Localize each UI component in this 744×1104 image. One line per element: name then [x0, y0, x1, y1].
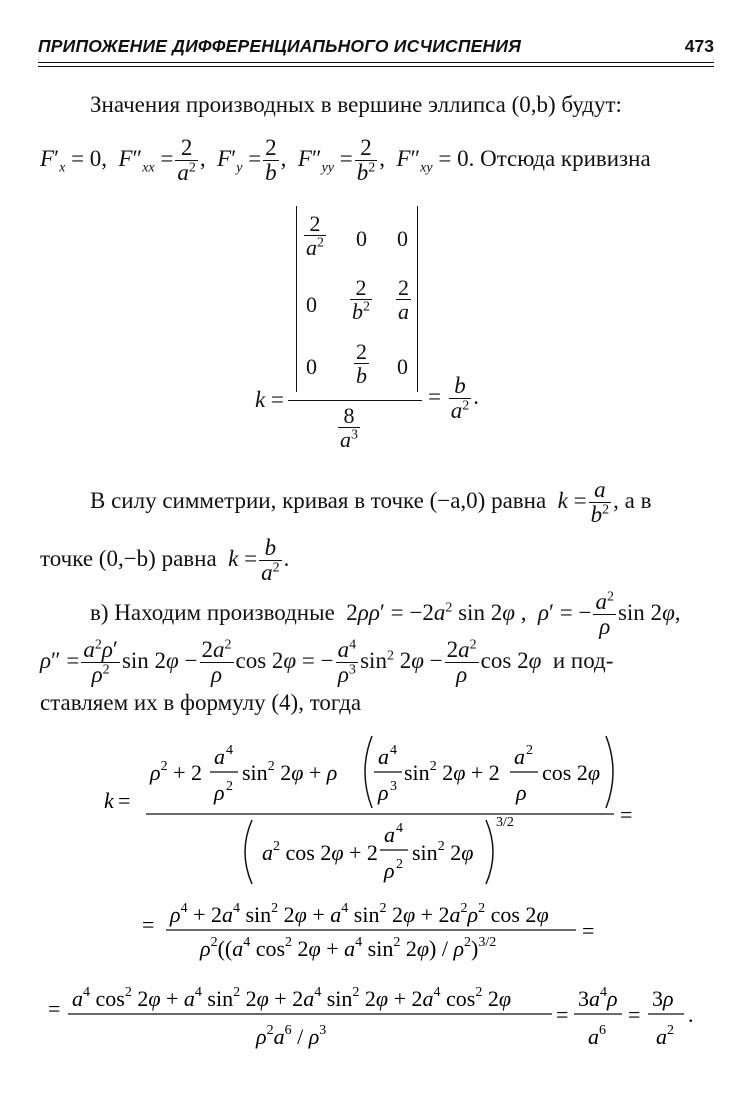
svg-text:4: 4 [396, 821, 403, 836]
svg-text:a2: $a^2$ [656, 1023, 674, 1049]
symmetry-text: В силу симметрии, кривая в точке (−a,0) равна [90, 487, 547, 513]
curvature-polar-formula [0, 724, 744, 1104]
paragraph-derivatives: в) Находим производные $2\rho\rho' = -2a^2$ sin 2φ , ρ′ = − $\frac{a^2}{\rho}$ sin 2φ, [90, 589, 681, 640]
svg-text:.: . [688, 1002, 694, 1027]
svg-text:a4 cos2 2φ + a4 sin2 2φ + 2a4: $a^4$ $\cos^2 2\varphi + a^4$ $\sin^2 2\varphi + 2a^4$ $\sin^2 2\varphi + 2a^4$ $\cos^2 2\varphi$ [72, 985, 511, 1011]
svg-text:a: a [514, 744, 525, 769]
svg-text:4: 4 [390, 743, 397, 758]
second-derivative-line: ρ″ = $\frac{a^2\rho'}{\rho^2}$ sin 2φ − $\frac{2a^2}{\rho}$ cos 2φ = − $\frac{a^4}{\rho^3}$ $\sin^2 2\varphi$ − $\frac{2a^2}{\rho}$ cos 2φ и под- [40, 637, 614, 688]
derivatives-text: в) Находим производные [90, 599, 335, 625]
svg-text:sin2 2φ + 2: $\sin^2 2\varphi + 2$ [404, 759, 500, 785]
svg-text:=: = [142, 912, 155, 937]
svg-text:k: k [104, 788, 114, 813]
curvature-determinant-formula: k = $\frac{2}{a^2}$ 0 0 0 $\frac{2}{b^2}$ $\frac{2}{a}$ 0 $\frac{2}{b}$ 0 $\frac{8}{a^3}$ = $\frac{b}{a^2}$ . [0, 0, 744, 470]
svg-text:=: = [556, 1002, 569, 1027]
svg-text:3/2: 3/2 [496, 815, 514, 830]
substitute-text: и под- [552, 647, 614, 673]
svg-text:3a4ρ: $3a^4\rho$ [578, 985, 618, 1011]
svg-text:ρ: ρ [384, 858, 395, 883]
derivatives-line: $F'_x = 0$, $F''_{xx}$ = $\frac{2}{a^2}$ , $F'_y$ = $\frac{2}{b}$ , $F''_{yy}$ = $\frac{2}{b^2}$ , $F''_{xy} = 0$. Отсюда кривизна [40, 135, 651, 186]
svg-text:a: a [384, 822, 395, 847]
svg-text:ρ: ρ [378, 780, 389, 805]
symmetry-tail: , а в [613, 487, 652, 513]
svg-text:=: = [628, 1002, 641, 1027]
svg-text:3: 3 [390, 779, 397, 794]
svg-text:ρ: ρ [516, 780, 527, 805]
intro-text: Значения производных в вершине эллипса (0,b) будут: [90, 92, 622, 117]
svg-text:cos 2φ: cos 2φ [542, 760, 600, 785]
svg-text:=: = [48, 996, 61, 1021]
svg-text:ρ2a6 / ρ3: $\rho^2a^6 / \rho^3$ [256, 1023, 327, 1049]
header-title: ПРИПОЖЕНИЕ ДИФФЕРЕНЦИАПЬНОГО ИСЧИСПЕНИЯ [38, 36, 522, 56]
point-text: точке (0,−b) равна [40, 545, 217, 571]
svg-text:4: 4 [226, 743, 233, 758]
svg-text:3ρ: 3ρ [652, 986, 674, 1011]
svg-text:=: = [620, 802, 633, 827]
svg-text:2: 2 [396, 857, 403, 872]
page-number: 473 [684, 36, 714, 56]
svg-text:=: = [118, 788, 131, 813]
svg-text:sin2 2φ: $\sin^2 2\varphi$ [412, 839, 474, 865]
paragraph-point: точке (0,−b) равна k = $\frac{b}{a^2}$ . [40, 535, 290, 586]
svg-text:a6: $a^6$ [588, 1023, 606, 1049]
substitute-formula-text: ставляем их в формулу (4), тогда [40, 690, 362, 715]
svg-text:2: 2 [226, 779, 233, 794]
paragraph-symmetry: В силу симметрии, кривая в точке (−a,0) равна k = $\frac{a}{b^2}$ , а в [90, 477, 652, 528]
svg-text:a: a [214, 744, 225, 769]
svg-text:sin2 2φ + ρ: $\sin^2 2\varphi + \rho$ [242, 759, 338, 785]
svg-text:ρ2 + 2: $\rho^2 + 2$ [150, 759, 202, 785]
svg-text:ρ: ρ [214, 780, 225, 805]
svg-text:=: = [582, 918, 595, 943]
svg-text:ρ2((a4 cos2 2φ + a4 sin2 2φ) /: $\rho^2((a^4$ $\cos^2 2\varphi + a^4$ $\sin^2 2\varphi) / \rho^2)^{3/2}$ [200, 935, 497, 961]
svg-text:2: 2 [526, 743, 533, 758]
svg-text:a: a [378, 744, 389, 769]
paragraph-substitute [40, 690, 361, 716]
svg-text:ρ4 + 2a4 sin2 2φ + a4 sin2 2φ: $\rho^4 + 2a^4$ $\sin^2 2\varphi + a^4$ $\sin^2 2\varphi + 2a^2\rho^2$ cos 2φ [170, 901, 549, 927]
curvature-word: Отсюда кривизна [480, 145, 651, 171]
svg-text:a2 cos 2φ + 2: $a^2$ cos 2φ + 2 [262, 839, 378, 865]
